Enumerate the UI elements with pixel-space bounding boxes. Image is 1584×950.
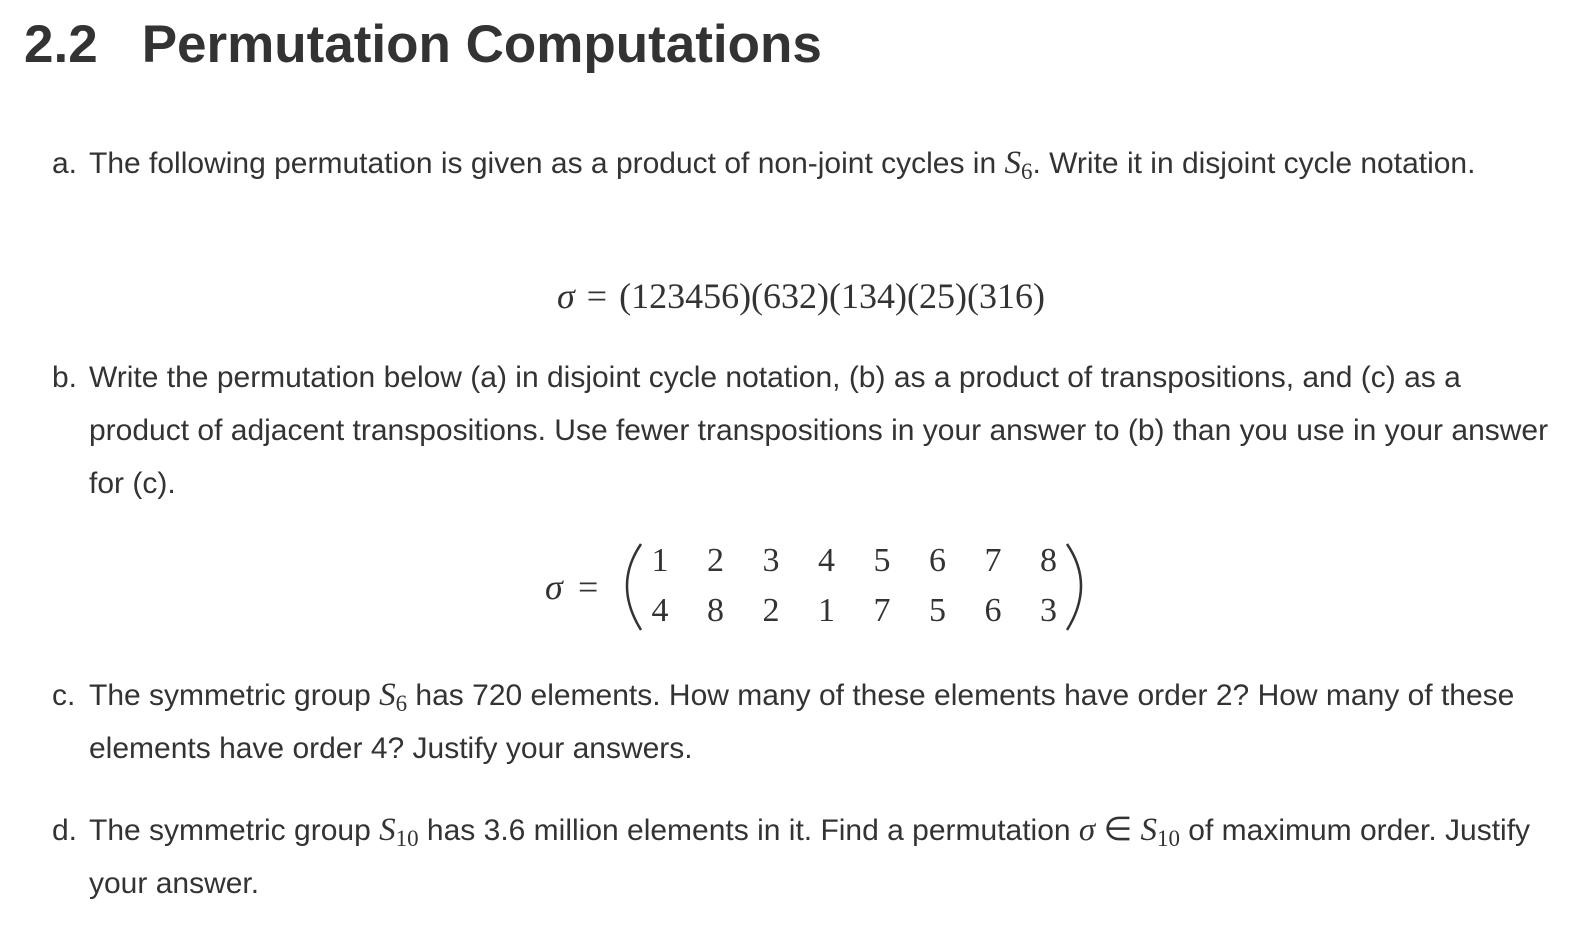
- problem-d: [52, 804, 1552, 910]
- matrix-bottom-cell: 7: [873, 592, 891, 629]
- matrix-top-cell: 5: [873, 542, 891, 579]
- equation-a-lhs: σ: [557, 276, 575, 316]
- problem-d-text-part2: has 3.6 million elements in it. Find a permutation: [418, 814, 1079, 847]
- section-number: 2.2: [24, 15, 98, 74]
- group-letter: S: [379, 812, 396, 848]
- problem-a-text-part1: The following permutation is given as a product of non-joint cycles in: [89, 147, 1005, 180]
- problem-a-text-part2: . Write it in disjoint cycle notation.: [1032, 147, 1476, 180]
- problem-a: [52, 137, 1552, 190]
- matrix-top-cell: 1: [651, 542, 669, 579]
- matrix-bottom-cell: 8: [707, 592, 724, 629]
- equation-b-equals: =: [578, 567, 599, 607]
- right-paren: [1067, 544, 1081, 630]
- equation-b-lhs: σ: [545, 567, 563, 607]
- matrix-top-cell: 4: [818, 542, 835, 579]
- equation-a-equals: =: [586, 276, 608, 316]
- problem-c-text-part2: has 720 elements. How many of these elements have order 2? How many of these elements have order 4? Justify your answers.: [89, 679, 1515, 765]
- problem-c-marker: c.: [52, 679, 76, 712]
- group-subscript: 6: [1020, 159, 1033, 184]
- problem-d-text-part1: The symmetric group: [89, 814, 380, 847]
- sigma-symbol: σ: [1078, 812, 1096, 848]
- section-title: Permutation Computations: [141, 15, 822, 74]
- matrix-bottom-cell: 4: [651, 592, 669, 629]
- matrix-top-cell: 7: [984, 542, 1002, 579]
- problem-a-text: [89, 137, 1552, 190]
- matrix-top-cell: 8: [1040, 542, 1057, 579]
- group-subscript: 10: [1156, 826, 1180, 851]
- group-letter: S: [1004, 145, 1021, 181]
- matrix-top-cell: 2: [707, 542, 724, 579]
- matrix-bottom-cell: 2: [762, 592, 780, 629]
- problem-a-marker: a.: [52, 147, 78, 180]
- section-heading: [24, 14, 822, 76]
- problem-d-text: [89, 804, 1552, 910]
- element-of-symbol: ∈: [1103, 812, 1133, 848]
- group-subscript: 10: [395, 826, 419, 851]
- problem-b-marker: b.: [52, 361, 78, 394]
- equation-b: [545, 538, 1105, 638]
- matrix-bottom-cell: 6: [984, 592, 1002, 629]
- problem-d-text-part3: of maximum order. Justify your answer.: [89, 814, 1531, 900]
- problem-c: [52, 669, 1552, 775]
- matrix-top-cell: 3: [762, 542, 780, 579]
- group-subscript: 6: [395, 691, 408, 716]
- symmetric-group-symbol: [1004, 145, 1033, 184]
- problem-c-text-part1: The symmetric group: [89, 679, 380, 712]
- group-letter: S: [1140, 812, 1157, 848]
- matrix-bottom-cell: 1: [818, 592, 835, 629]
- matrix-top-cell: 6: [929, 542, 946, 579]
- problem-d-marker: d.: [52, 814, 78, 847]
- problem-b: [52, 351, 1552, 510]
- matrix-bottom-cell: 5: [929, 592, 946, 629]
- symmetric-group-symbol: [379, 812, 419, 851]
- symmetric-group-symbol: [379, 677, 408, 716]
- problem-b-text: Write the permutation below (a) in disjoint cycle notation, (b) as a product of transpositions, and (c) as a product of adjacent transpositions. Use fewer transpositions in your answer to (b) than you use in your answer for (c).: [89, 361, 1549, 500]
- problem-c-text: [89, 669, 1552, 775]
- matrix-bottom-cell: 3: [1040, 592, 1057, 629]
- left-paren: [627, 544, 641, 630]
- sigma-element: [1078, 812, 1180, 851]
- group-letter: S: [379, 677, 396, 713]
- equation-a: [557, 272, 1045, 320]
- equation-a-rhs: (123456)(632)(134)(25)(316): [619, 276, 1045, 316]
